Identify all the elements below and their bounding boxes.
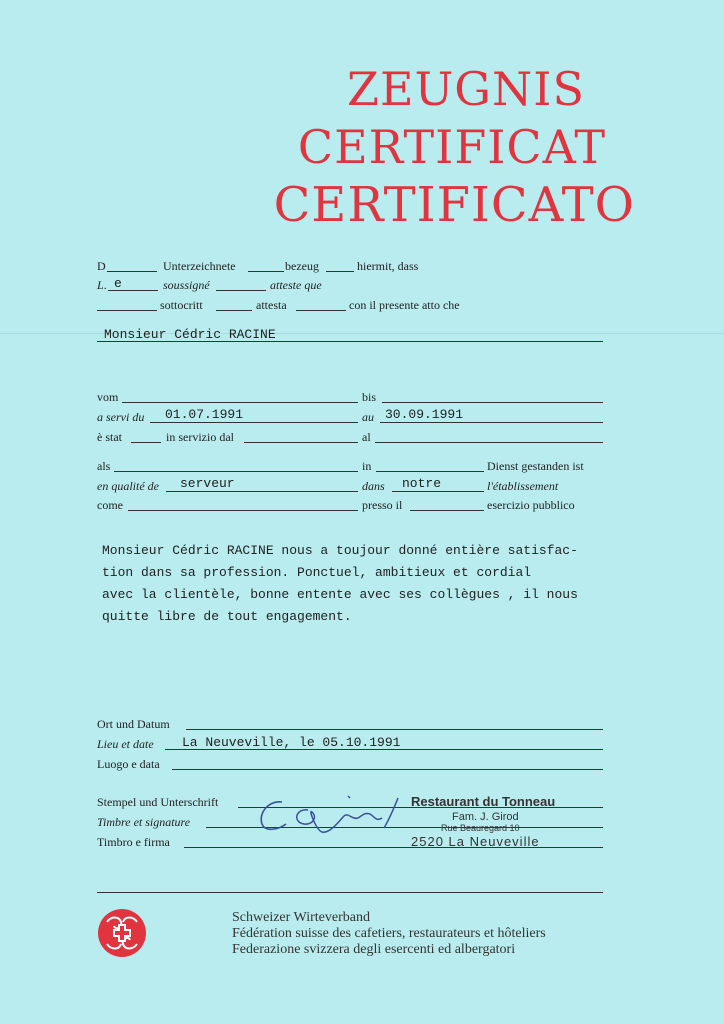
footer-it: Federazione svizzera degli esercenti ed albergatori (232, 942, 516, 957)
position-in-label: in (362, 459, 372, 473)
blank-line (122, 402, 358, 403)
period-vom-label: vom (97, 390, 119, 404)
signature-de-label: Stempel und Unterschrift (97, 795, 219, 809)
blank-line (184, 847, 603, 848)
blank-line (216, 310, 252, 311)
statement-line: avec la clientèle, bonne entente avec ses collègues , il nous (102, 587, 578, 602)
period-servizio-label: in servizio dal (166, 430, 234, 444)
blank-line (326, 271, 354, 272)
blank-line (248, 271, 284, 272)
intro-e-value: e (114, 276, 122, 291)
position-qualite-label: en qualité de (97, 479, 159, 493)
blank-line (166, 491, 358, 492)
stamp-street: Rue Beauregard 10 (441, 823, 520, 833)
blank-line (244, 442, 358, 443)
intro-sottocritt-label: sottocritt (160, 298, 203, 312)
period-bis-label: bis (362, 390, 377, 404)
signature-fr-label: Timbre et signature (97, 815, 191, 829)
person-name: Monsieur Cédric RACINE (104, 327, 276, 342)
footer-fr: Fédération suisse des cafetiers, restaurateurs et hôteliers (232, 926, 546, 941)
intro-attesta-label: attesta (256, 298, 287, 312)
handwritten-signature (252, 790, 412, 840)
blank-line (97, 310, 157, 311)
title-fr: CERTIFICAT (297, 120, 606, 174)
intro-unterzeichnete-label: Unterzeichnete (163, 259, 236, 273)
stamp-name: Restaurant du Tonneau (411, 794, 556, 809)
period-servi-label: a servi du (97, 410, 145, 424)
blank-line (186, 729, 603, 730)
blank-line (216, 290, 266, 291)
intro-hiermit-label: hiermit, dass (357, 259, 419, 273)
period-from-value: 01.07.1991 (165, 407, 244, 422)
place-date-de-label: Ort und Datum (97, 717, 170, 731)
blank-line (114, 471, 358, 472)
stamp-city: 2520 La Neuveville (411, 834, 540, 849)
blank-line (382, 402, 603, 403)
intro-atteste-label: atteste que (270, 278, 322, 292)
position-come-label: come (97, 498, 123, 512)
intro-soussigne-label: soussigné (163, 278, 210, 292)
footer-separator (97, 892, 603, 893)
blank-line (392, 491, 484, 492)
statement-line: Monsieur Cédric RACINE nous a toujour donné entière satisfac- (102, 543, 578, 558)
blank-line (128, 510, 358, 511)
blank-line (172, 769, 603, 770)
intro-bezeug-label: bezeug (285, 259, 319, 273)
intro-presente-label: con il presente atto che (349, 298, 460, 312)
period-al-label: al (362, 430, 371, 444)
position-place-value: notre (402, 476, 442, 491)
blank-line (375, 442, 603, 443)
period-au-label: au (362, 410, 374, 424)
intro-l-label: L (97, 278, 104, 292)
statement-line: tion dans sa profession. Ponctuel, ambitieux et cordial (102, 565, 532, 580)
footer-text (232, 910, 546, 958)
signature-it-label: Timbro e firma (97, 835, 170, 849)
stamp-owner: Fam. J. Girod (452, 811, 519, 823)
name-line (97, 341, 603, 342)
title-de: ZEUGNIS (347, 62, 585, 116)
blank-line (380, 422, 603, 423)
place-date-value: La Neuveville, le 05.10.1991 (182, 735, 401, 750)
blank-line (296, 310, 346, 311)
position-dienst-label: Dienst gestanden ist (487, 459, 584, 473)
position-presso-label: presso il (362, 498, 403, 512)
blank-line (131, 442, 161, 443)
place-date-fr-label: Lieu et date (97, 737, 154, 751)
certificate-page: ZEUGNIS CERTIFICAT CERTIFICATO D Unterzeichnete bezeug hiermit, dass L . e soussigné atteste que sottocritt attesta con il presente atto che Monsieur Cédric RACINE vom bis a servi du 01.07.1991 au 30.09.1991 è stat in servizio dal al als in Dienst gestanden ist en qualité de serveur dans notre l'établissement come presso il esercizio pubblico Monsieur Cédric RACINE nous a toujour donné entière satisfac- tion dans sa profession. Ponctuel, ambitieux et cordial avec la clientèle, bonne entente avec ses collègues , il nous quitte libre de tout engagement. Ort und Datum Lieu et date La Neuveville, le 05.10.1991 Luogo e data Stempel und Unterschrift Timbre et signature Timbro e firma Restaurant du Tonneau Fam. J. Girod Rue Beauregard 10 2520 La Neuveville Schweizer Wirteverband Fédération suisse des cafetiers, restaurateurs et hôteliers Federazione svizzera degli esercenti ed albergatori (0, 0, 724, 1024)
statement-line: quitte libre de tout engagement. (102, 609, 352, 624)
position-als-label: als (97, 459, 111, 473)
position-role-value: serveur (180, 476, 235, 491)
statement-text (102, 540, 642, 628)
position-etablissement-label: l'établissement (487, 479, 559, 493)
position-esercizio-label: esercizio pubblico (487, 498, 575, 512)
period-stat-label: è stat (97, 430, 122, 444)
blank-line (410, 510, 484, 511)
period-to-value: 30.09.1991 (385, 407, 464, 422)
blank-line (150, 422, 358, 423)
place-date-it-label: Luogo e data (97, 757, 160, 771)
title-it: CERTIFICATO (273, 177, 635, 233)
blank-line (376, 471, 484, 472)
intro-d-label: D (97, 259, 106, 273)
position-dans-label: dans (362, 479, 385, 493)
footer-de: Schweizer Wirteverband (232, 910, 370, 925)
swiss-cross-ornament-icon (97, 908, 147, 958)
blank-line (107, 271, 157, 272)
